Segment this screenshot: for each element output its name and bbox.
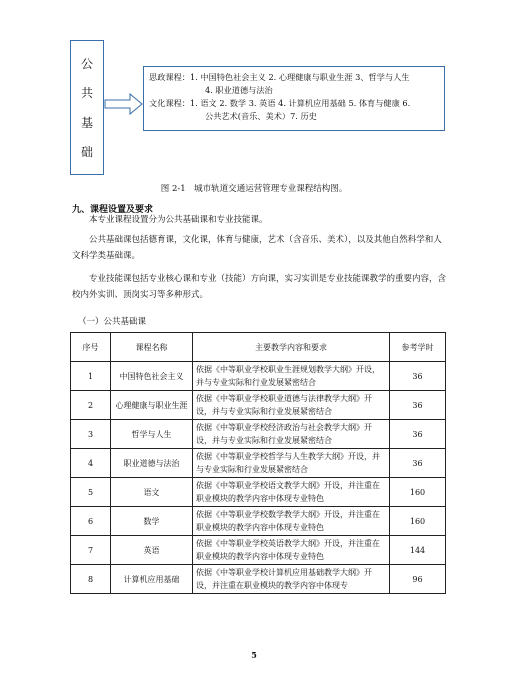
cell-hours: 160 xyxy=(390,507,446,536)
cell-course-name: 语文 xyxy=(111,478,193,507)
box-label-char: 公 xyxy=(80,57,93,72)
table-row xyxy=(71,507,446,536)
cell-hours: 96 xyxy=(390,565,446,594)
header-content: 主要教学内容和要求 xyxy=(193,333,390,362)
subsection-title: （一）公共基础课 xyxy=(78,317,147,327)
cell-index: 8 xyxy=(71,565,111,594)
course-line: 文化课程：1. 语文 2. 数学 3. 英语 4. 计算机应用基础 5. 体育与健康 6. xyxy=(149,98,411,108)
course-line: 4. 职业道德与法治 xyxy=(205,85,273,95)
cell-course-name: 计算机应用基础 xyxy=(111,565,193,594)
paragraph-public-courses: 公共基础课包括德育课，文化课，体育与健康，艺术（含音乐、美术），以及其他自然科学和人文科学类基础课。 xyxy=(72,235,442,261)
cell-index: 1 xyxy=(71,362,111,391)
cell-index: 2 xyxy=(71,391,111,420)
header-index: 序号 xyxy=(71,333,111,362)
paragraph-intro: 本专业课程设置分为公共基础课和专业技能课。 xyxy=(89,215,268,225)
cell-content: 依据《中等职业学校经济政治与社会教学大纲》开设，并与专业实际和行业发展紧密结合 xyxy=(193,420,390,449)
public-foundation-box xyxy=(70,40,104,175)
cell-index: 4 xyxy=(71,449,111,478)
cell-index: 7 xyxy=(71,536,111,565)
cell-index: 3 xyxy=(71,420,111,449)
cell-index: 6 xyxy=(71,507,111,536)
table-row xyxy=(71,420,446,449)
cell-hours: 36 xyxy=(390,449,446,478)
cell-course-name: 英语 xyxy=(111,536,193,565)
cell-course-name: 心理健康与职业生涯 xyxy=(111,391,193,420)
cell-content: 依据《中等职业学校哲学与人生教学大纲》开设，并与专业实际和行业发展紧密结合 xyxy=(193,449,390,478)
cell-course-name: 数学 xyxy=(111,507,193,536)
cell-course-name: 哲学与人生 xyxy=(111,420,193,449)
header-hours: 参考学时 xyxy=(390,333,446,362)
paragraph-skill-courses: 专业技能课包括专业核心课和专业（技能）方向课，实习实训是专业技能课教学的重要内容，含校内外实训、顶岗实习等多种形式。 xyxy=(72,274,447,300)
section-title: 九、课程设置及要求 xyxy=(72,205,154,215)
cell-content: 依据《中等职业学校数学教学大纲》开设，并注重在职业模块的教学内容中体现专业特色 xyxy=(193,507,390,536)
course-line: 思政课程：1. 中国特色社会主义 2. 心理健康与职业生涯 3、哲学与人生 xyxy=(149,72,410,82)
table-row xyxy=(71,478,446,507)
cell-hours: 36 xyxy=(390,391,446,420)
table-row xyxy=(71,565,446,594)
public-course-table xyxy=(70,332,446,594)
cell-content: 依据《中等职业学校计算机应用基础教学大纲》开设，并注重在职业模块的教学内容中体现专 xyxy=(193,565,390,594)
table-header-row xyxy=(71,333,446,362)
cell-content: 依据《中等职业学校语文教学大纲》开设，并注重在职业模块的教学内容中体现专业特色 xyxy=(193,478,390,507)
cell-content: 依据《中等职业学校英语教学大纲》开设，并注重在职业模块的教学内容中体现专业特色 xyxy=(193,536,390,565)
cell-content: 依据《中等职业学校职业道德与法律教学大纲》开设，并与专业实际和行业发展紧密结合 xyxy=(193,391,390,420)
figure-caption: 图 2-1 城市轨道交通运营管理专业课程结构图。 xyxy=(160,184,348,194)
header-course-name: 课程名称 xyxy=(111,333,193,362)
cell-course-name: 职业道德与法治 xyxy=(111,449,193,478)
table-row xyxy=(71,391,446,420)
cell-hours: 160 xyxy=(390,478,446,507)
course-line: 公共艺术(音乐、美术）7. 历史 xyxy=(205,111,317,121)
table-row xyxy=(71,536,446,565)
table-row xyxy=(71,449,446,478)
cell-hours: 36 xyxy=(390,420,446,449)
cell-hours: 36 xyxy=(390,362,446,391)
page-number: 5 xyxy=(251,650,257,660)
table-row xyxy=(71,362,446,391)
cell-hours: 144 xyxy=(390,536,446,565)
cell-course-name: 中国特色社会主义 xyxy=(111,362,193,391)
box-label-char: 基 xyxy=(80,115,93,130)
cell-index: 5 xyxy=(71,478,111,507)
cell-content: 依据《中等职业学校职业生涯规划教学大纲》开设，并与专业实际和行业发展紧密结合 xyxy=(193,362,390,391)
box-label-char: 础 xyxy=(80,144,93,159)
box-label-char: 共 xyxy=(80,86,93,101)
right-arrow-icon xyxy=(104,92,144,116)
course-structure-box xyxy=(143,66,445,131)
